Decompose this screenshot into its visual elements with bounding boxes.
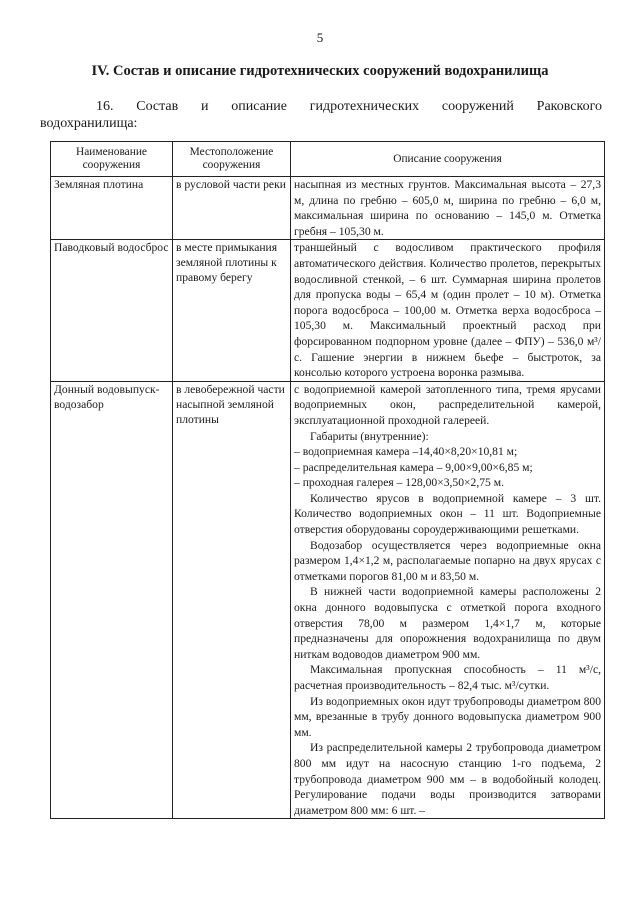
header-description: Описание сооружения bbox=[291, 142, 605, 177]
intro-line-2: водохранилища: bbox=[40, 116, 138, 131]
structure-name: Донный водовыпуск-водозабор bbox=[51, 381, 173, 819]
intro-word: Раковского bbox=[536, 99, 602, 114]
description-paragraph: Водозабор осуществляется через водоприемные окна размером 1,4×1,2 м, располагаемые попарно на двух ярусах с отметками порогов 81,00 м и 83,50 м. bbox=[294, 538, 601, 583]
description-paragraph: Из распределительной камеры 2 трубопровода диаметром 800 мм идут на насосную станцию 1-го подъема, 2 трубопровода диаметром 900 мм – в водобойный колодец. Регулирование подачи воды производится затворами диаметром 800 мм: 6 шт. – bbox=[294, 741, 601, 817]
table-header-row bbox=[51, 142, 605, 177]
intro-word: сооружений bbox=[441, 99, 514, 114]
description-paragraph: Максимальная пропускная способность – 11 м³/с, расчетная производительность – 82,4 тыс. м³/сутки. bbox=[294, 663, 601, 692]
section-title: IV. Состав и описание гидротехнических сооружений водохранилища bbox=[91, 63, 549, 79]
table-row bbox=[51, 177, 605, 240]
intro-word: 16. bbox=[96, 99, 114, 114]
header-name: Наименование сооружения bbox=[51, 142, 173, 177]
table-row bbox=[51, 381, 605, 819]
intro-line-1 bbox=[40, 98, 602, 115]
intro-word: описание bbox=[231, 99, 287, 114]
description-paragraph: с водоприемной камерой затопленного типа, тремя ярусами водоприемных окон, распределительной камерой, эксплуатационной проходной галереей. bbox=[294, 382, 601, 427]
structure-name: Земляная плотина bbox=[51, 177, 173, 240]
intro-paragraph bbox=[40, 98, 602, 132]
page-number: 5 bbox=[316, 30, 324, 45]
description-paragraph: Количество ярусов в водоприемной камере – 3 шт. Количество водоприемных окон – 11 шт. Водоприемные отверстия оборудованы сороудерживающими решетками. bbox=[294, 491, 601, 537]
structure-description bbox=[291, 381, 605, 819]
description-paragraph: Из водоприемных окон идут трубопроводы диаметром 800 мм, врезанные в трубу донного водовыпуска диаметром 900 мм. bbox=[294, 694, 601, 739]
description-paragraph: – водоприемная камера –14,40×8,20×10,81 м; bbox=[294, 445, 518, 459]
intro-word: Состав bbox=[136, 99, 179, 114]
description-paragraph: Габариты (внутренние): bbox=[310, 429, 429, 443]
structure-location: в месте примыкания земляной плотины к правому берегу bbox=[173, 240, 291, 381]
structure-description bbox=[291, 240, 605, 381]
structure-location: в русловой части реки bbox=[173, 177, 291, 240]
structure-location: в левобережной части насыпной земляной плотины bbox=[173, 381, 291, 819]
description-paragraph: – проходная галерея – 128,00×3,50×2,75 м. bbox=[294, 476, 504, 490]
description-paragraph: траншейный с водосливом практического профиля автоматического действия. Количество пролетов, перекрытых водосливной стенкой, – 6 шт. Суммарная ширина пролетов для пропуска воды – 65,4 м (один пролет – 10 м). Отметка порога водосброса – 100,00 м. Отметка верха водосброса – 105,30 м. Максимальный проектный расход при форсированном подпорном уровне (далее – ФПУ) – 536,0 м³/с. Гашение энергии в нижнем бьефе – быстроток, за консолью которого устроена воронка размыва. bbox=[294, 241, 601, 380]
structures-table bbox=[50, 141, 605, 819]
intro-word: и bbox=[200, 99, 209, 114]
description-paragraph: – распределительная камера – 9,00×9,00×6,85 м; bbox=[294, 460, 533, 474]
structure-name: Паводковый водосброс bbox=[51, 240, 173, 381]
description-paragraph: В нижней части водоприемной камеры расположены 2 окна донного водовыпуска с отметкой порога входного отверстия 78,00 м размером 1,4×1,7 м, которые предназначены для опорожнения водохранилища по двум ниткам водоводов диаметром 900 мм. bbox=[294, 585, 601, 661]
structure-description bbox=[291, 177, 605, 240]
intro-word: гидротехнических bbox=[309, 99, 420, 114]
description-paragraph: насыпная из местных грунтов. Максимальная высота – 27,3 м, длина по гребню – 605,0 м, ширина по гребню – 6,0 м, максимальная ширина по основанию – 145,0 м. Отметка гребня – 105,30 м. bbox=[294, 178, 601, 238]
header-location: Местоположение сооружения bbox=[173, 142, 291, 177]
table-row bbox=[51, 240, 605, 381]
